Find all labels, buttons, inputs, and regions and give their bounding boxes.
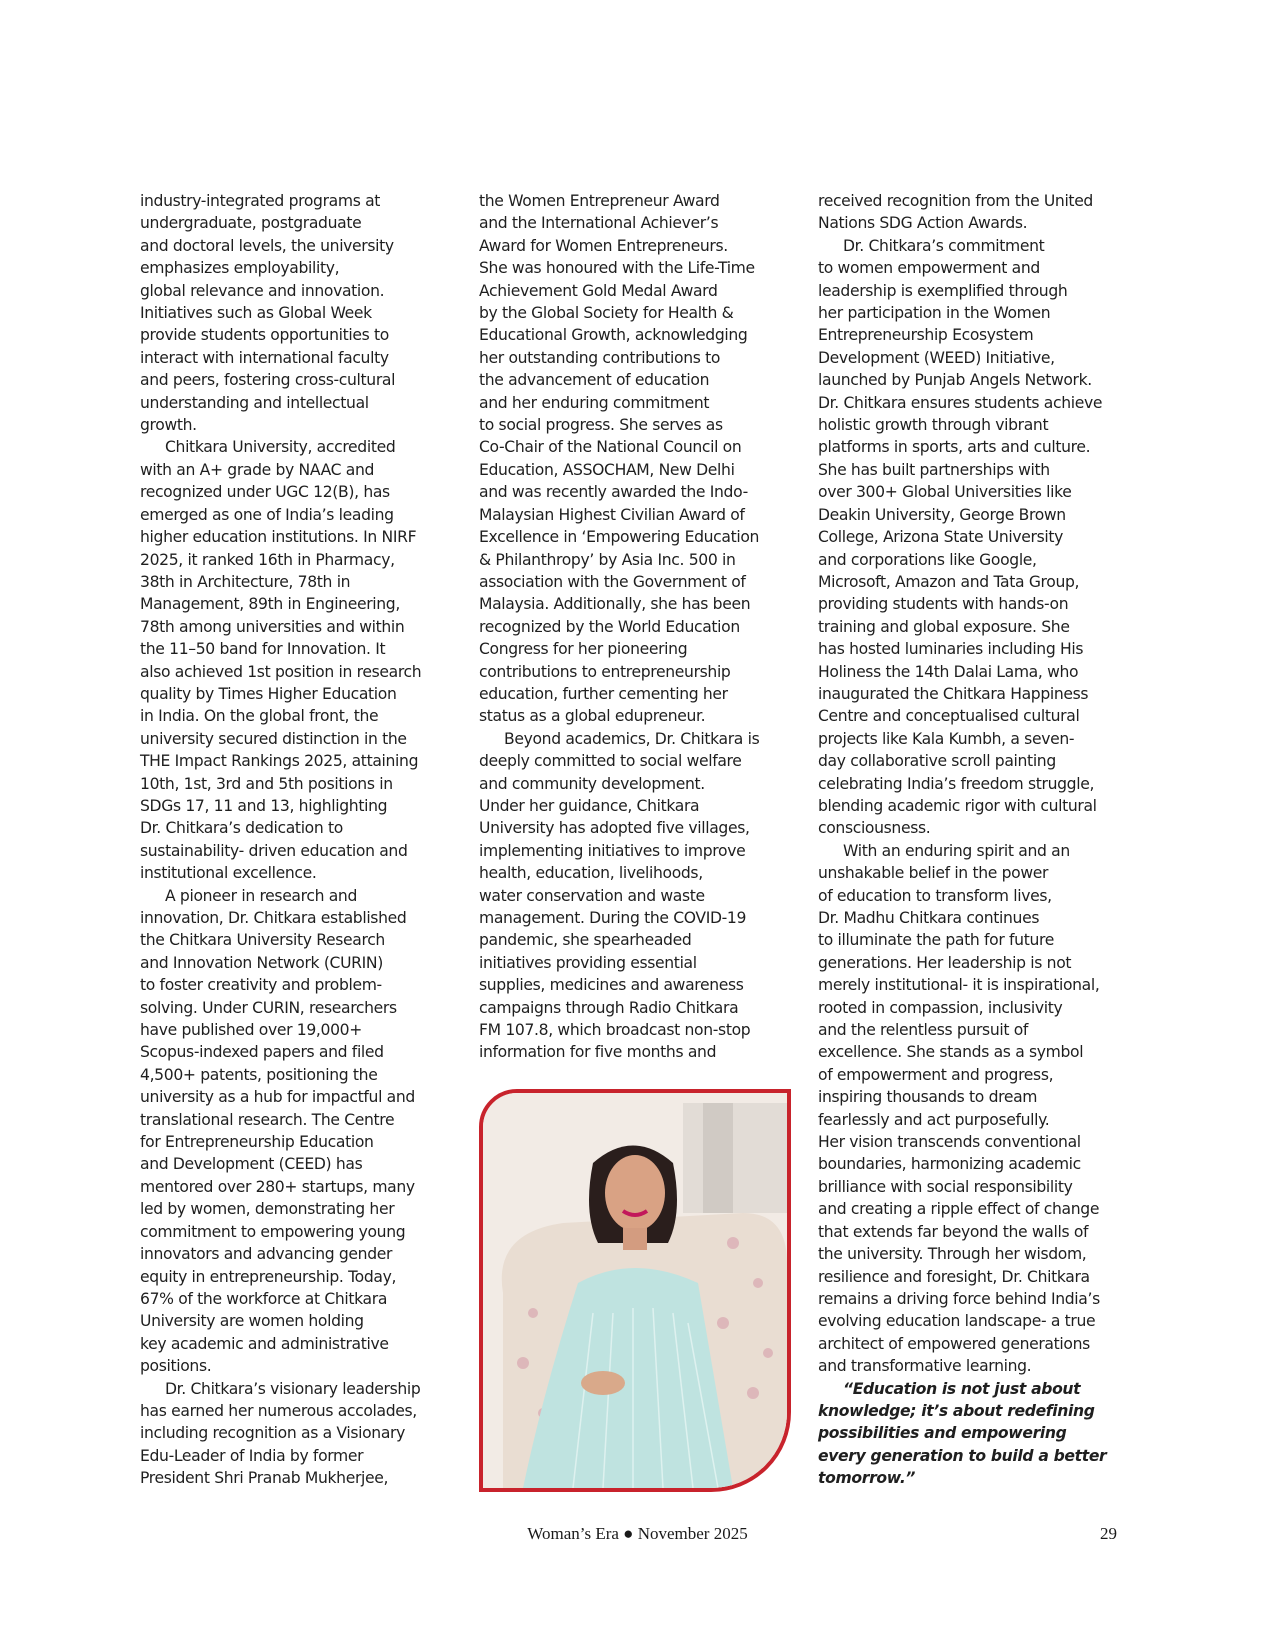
text-line: evolving education landscape- a true	[818, 1312, 1096, 1331]
text-line: university secured distinction in the	[140, 729, 407, 748]
text-line: university as a hub for impactful and	[140, 1088, 415, 1107]
text-line: Dr. Madhu Chitkara continues	[818, 909, 1040, 927]
text-line: and doctoral levels, the university	[140, 236, 394, 255]
text-line: global relevance and innovation.	[140, 281, 385, 300]
text-line: emerged as one of India’s leading	[140, 505, 394, 524]
text-line: institutional excellence.	[140, 864, 317, 883]
text-line: blending academic rigor with cultural	[818, 796, 1097, 815]
text-line: Malaysia. Additionally, she has been	[479, 595, 751, 614]
text-line: implementing initiatives to improve	[479, 841, 746, 860]
text-line: recognized by the World Education	[479, 617, 740, 636]
text-line: and creating a ripple effect of change	[818, 1200, 1100, 1219]
text-line: Microsoft, Amazon and Tata Group,	[818, 572, 1080, 591]
text-line: and was recently awarded the Indo-	[479, 483, 748, 502]
text-line: fearlessly and act purposefully.	[818, 1110, 1050, 1129]
text-line: unshakable belief in the power	[818, 864, 1049, 883]
article-column-1	[140, 190, 440, 1490]
text-line: leadership is exemplified through	[818, 281, 1068, 300]
text-line: recognized under UGC 12(B), has	[140, 483, 390, 502]
text-line: mentored over 280+ startups, many	[140, 1177, 415, 1196]
text-line: She has built partnerships with	[818, 460, 1050, 479]
text-line: provide students opportunities to	[140, 326, 389, 345]
text-line: innovators and advancing gender	[140, 1245, 393, 1264]
text-line: Dr. Chitkara ensures students achieve	[818, 393, 1103, 412]
text-line: holistic growth through vibrant	[818, 416, 1049, 435]
text-line: key academic and administrative	[140, 1334, 389, 1353]
text-line: quality by Times Higher Education	[140, 684, 397, 703]
text-line: of empowerment and progress,	[818, 1065, 1054, 1084]
text-line: health, education, livelihoods,	[479, 864, 703, 883]
text-line: A pioneer in research and	[165, 886, 358, 905]
text-line: 38th in Architecture, 78th in	[140, 572, 351, 591]
text-line: sustainability- driven education and	[140, 841, 408, 860]
text-line: Initiatives such as Global Week	[140, 304, 372, 323]
text-line: Centre and conceptualised cultural	[818, 707, 1080, 726]
text-line: THE Impact Rankings 2025, attaining	[140, 752, 419, 771]
text-line: Edu-Leader of India by former	[140, 1446, 364, 1465]
portrait-photo	[479, 1089, 791, 1492]
text-line: and the International Achiever’s	[479, 214, 719, 233]
text-line: undergraduate, postgraduate	[140, 214, 362, 233]
text-line: led by women, demonstrating her	[140, 1200, 395, 1219]
text-line: the Women Entrepreneur Award	[479, 192, 720, 210]
issue-date: November 2025	[637, 1524, 748, 1543]
text-line: her outstanding contributions to	[479, 348, 721, 367]
footer-publication-line	[0, 1524, 1275, 1544]
text-line: supplies, medicines and awareness	[479, 976, 744, 995]
pull-quote-line: possibilities and empowering	[818, 1424, 1067, 1443]
text-line: Dr. Chitkara’s dedication to	[140, 819, 343, 838]
text-line: Chitkara University, accredited	[165, 438, 396, 457]
text-line: projects like Kala Kumbh, a seven-	[818, 729, 1075, 748]
text-line: to social progress. She serves as	[479, 416, 723, 435]
text-line: for Entrepreneurship Education	[140, 1133, 374, 1152]
neck	[623, 1228, 647, 1250]
text-line: With an enduring spirit and an	[843, 841, 1070, 860]
text-line: generations. Her leadership is not	[818, 953, 1072, 972]
text-line: information for five months and	[479, 1043, 717, 1062]
text-line: Scopus-indexed papers and filed	[140, 1043, 384, 1062]
text-line: rooted in compassion, inclusivity	[818, 998, 1063, 1017]
text-line: President Shri Pranab Mukherjee,	[140, 1469, 389, 1488]
text-line: received recognition from the United	[818, 192, 1093, 210]
text-line: innovation, Dr. Chitkara established	[140, 909, 407, 927]
text-line: have published over 19,000+	[140, 1021, 362, 1040]
text-line: emphasizes employability,	[140, 259, 340, 278]
text-line: her participation in the Women	[818, 304, 1051, 323]
hands	[581, 1371, 625, 1395]
text-line: and transformative learning.	[818, 1357, 1032, 1376]
text-line: boundaries, harmonizing academic	[818, 1155, 1081, 1174]
text-line: & Philanthropy’ by Asia Inc. 500 in	[479, 550, 736, 569]
pull-quote-line: every generation to build a better	[818, 1446, 1107, 1465]
text-line: architect of empowered generations	[818, 1334, 1090, 1353]
text-line: Under her guidance, Chitkara	[479, 796, 700, 815]
text-line: Nations SDG Action Awards.	[818, 214, 1028, 233]
text-line: Co-Chair of the National Council on	[479, 438, 742, 457]
text-line: by the Global Society for Health &	[479, 304, 734, 323]
text-line: Entrepreneurship Ecosystem	[818, 326, 1034, 345]
text-line: commitment to empowering young	[140, 1222, 406, 1241]
text-line: providing students with hands-on	[818, 595, 1069, 614]
text-line: over 300+ Global Universities like	[818, 483, 1072, 502]
text-line: and peers, fostering cross-cultural	[140, 371, 396, 390]
text-line: 2025, it ranked 16th in Pharmacy,	[140, 550, 395, 569]
text-line: brilliance with social responsibility	[818, 1177, 1073, 1196]
text-line: association with the Government of	[479, 572, 746, 591]
pull-quote-line: tomorrow.”	[818, 1469, 916, 1488]
text-line: Beyond academics, Dr. Chitkara is	[504, 729, 760, 748]
window-pane	[703, 1103, 733, 1213]
text-line: that extends far beyond the walls of	[818, 1222, 1089, 1241]
text-line: 67% of the workforce at Chitkara	[140, 1289, 388, 1308]
text-line: Management, 89th in Engineering,	[140, 595, 400, 614]
text-line: and community development.	[479, 774, 705, 793]
text-line: She was honoured with the Life-Time	[479, 259, 755, 278]
text-line: celebrating India’s freedom struggle,	[818, 774, 1095, 793]
text-line: has hosted luminaries including His	[818, 640, 1084, 659]
text-line: day collaborative scroll painting	[818, 752, 1056, 771]
text-line: inspiring thousands to dream	[818, 1088, 1038, 1107]
text-line: also achieved 1st position in research	[140, 662, 422, 681]
text-line: Development (WEED) Initiative,	[818, 348, 1055, 367]
text-line: Congress for her pioneering	[479, 640, 688, 659]
portrait-illustration	[483, 1093, 787, 1488]
bullet-separator-icon: ●	[623, 1524, 634, 1543]
text-line: Excellence in ‘Empowering Education	[479, 528, 760, 547]
text-line: to women empowerment and	[818, 259, 1040, 278]
text-line: and Development (CEED) has	[140, 1155, 363, 1174]
text-line: platforms in sports, arts and culture.	[818, 438, 1091, 457]
text-line: higher education institutions. In NIRF	[140, 528, 417, 547]
page-number: 29	[1100, 1524, 1117, 1543]
publication-name: Woman’s Era	[527, 1524, 619, 1543]
pull-quote-line: “Education is not just about	[843, 1379, 1081, 1398]
text-line: deeply committed to social welfare	[479, 752, 742, 771]
text-line: to foster creativity and problem-	[140, 976, 382, 995]
text-line: and the relentless pursuit of	[818, 1021, 1029, 1040]
text-line: Dr. Chitkara’s commitment	[843, 236, 1045, 255]
window-panel	[683, 1103, 787, 1213]
text-line: equity in entrepreneurship. Today,	[140, 1267, 397, 1286]
text-line: pandemic, she spearheaded	[479, 931, 692, 950]
pull-quote-line: knowledge; it’s about redefining	[818, 1401, 1095, 1420]
text-line: 10th, 1st, 3rd and 5th positions in	[140, 774, 393, 793]
text-line: consciousness.	[818, 819, 931, 838]
text-line: the university. Through her wisdom,	[818, 1245, 1087, 1264]
text-line: education, further cementing her	[479, 684, 728, 703]
text-line: and Innovation Network (CURIN)	[140, 953, 383, 972]
text-line: translational research. The Centre	[140, 1110, 395, 1129]
text-line: and her enduring commitment	[479, 393, 710, 412]
text-line: Achievement Gold Medal Award	[479, 281, 718, 300]
text-line: SDGs 17, 11 and 13, highlighting	[140, 796, 388, 815]
article-column-3	[818, 190, 1118, 1490]
text-line: understanding and intellectual	[140, 393, 369, 412]
text-line: merely institutional- it is inspirational,	[818, 976, 1100, 995]
text-line: Award for Women Entrepreneurs.	[479, 236, 728, 255]
text-line: Dr. Chitkara’s visionary leadership	[165, 1379, 421, 1398]
text-line: positions.	[140, 1357, 212, 1376]
text-line: management. During the COVID-19	[479, 909, 747, 927]
text-line: inaugurated the Chitkara Happiness	[818, 684, 1089, 703]
text-line: the 11–50 band for Innovation. It	[140, 640, 386, 659]
text-line: industry-integrated programs at	[140, 192, 381, 210]
text-line: Education, ASSOCHAM, New Delhi	[479, 460, 735, 479]
text-line: interact with international faculty	[140, 348, 389, 367]
text-line: remains a driving force behind India’s	[818, 1289, 1100, 1308]
text-line: solving. Under CURIN, researchers	[140, 998, 397, 1017]
text-line: 4,500+ patents, positioning the	[140, 1065, 378, 1084]
text-line: campaigns through Radio Chitkara	[479, 998, 739, 1017]
text-line: training and global exposure. She	[818, 617, 1070, 636]
text-line: water conservation and waste	[479, 886, 705, 905]
article-column-2	[479, 190, 779, 1064]
text-line: Malaysian Highest Civilian Award of	[479, 505, 745, 524]
text-line: the Chitkara University Research	[140, 931, 385, 950]
text-line: contributions to entrepreneurship	[479, 662, 731, 681]
text-line: Deakin University, George Brown	[818, 505, 1066, 524]
face	[605, 1155, 665, 1231]
text-line: resilience and foresight, Dr. Chitkara	[818, 1267, 1090, 1286]
text-line: status as a global edupreneur.	[479, 707, 706, 726]
text-line: Educational Growth, acknowledging	[479, 326, 748, 345]
text-line: of education to transform lives,	[818, 886, 1052, 905]
text-line: initiatives providing essential	[479, 953, 697, 972]
text-line: with an A+ grade by NAAC and	[140, 460, 375, 479]
text-line: to illuminate the path for future	[818, 931, 1054, 950]
text-line: and corporations like Google,	[818, 550, 1037, 569]
text-line: has earned her numerous accolades,	[140, 1401, 417, 1420]
text-line: excellence. She stands as a symbol	[818, 1043, 1084, 1062]
text-line: College, Arizona State University	[818, 528, 1063, 547]
text-line: the advancement of education	[479, 371, 710, 390]
text-line: FM 107.8, which broadcast non-stop	[479, 1021, 751, 1040]
text-line: 78th among universities and within	[140, 617, 405, 636]
text-line: growth.	[140, 416, 197, 435]
text-line: including recognition as a Visionary	[140, 1424, 405, 1443]
text-line: University has adopted five villages,	[479, 819, 750, 838]
text-line: launched by Punjab Angels Network.	[818, 371, 1092, 390]
text-line: in India. On the global front, the	[140, 707, 379, 726]
text-line: Her vision transcends conventional	[818, 1133, 1081, 1152]
text-line: University are women holding	[140, 1312, 364, 1331]
text-line: Holiness the 14th Dalai Lama, who	[818, 662, 1079, 681]
